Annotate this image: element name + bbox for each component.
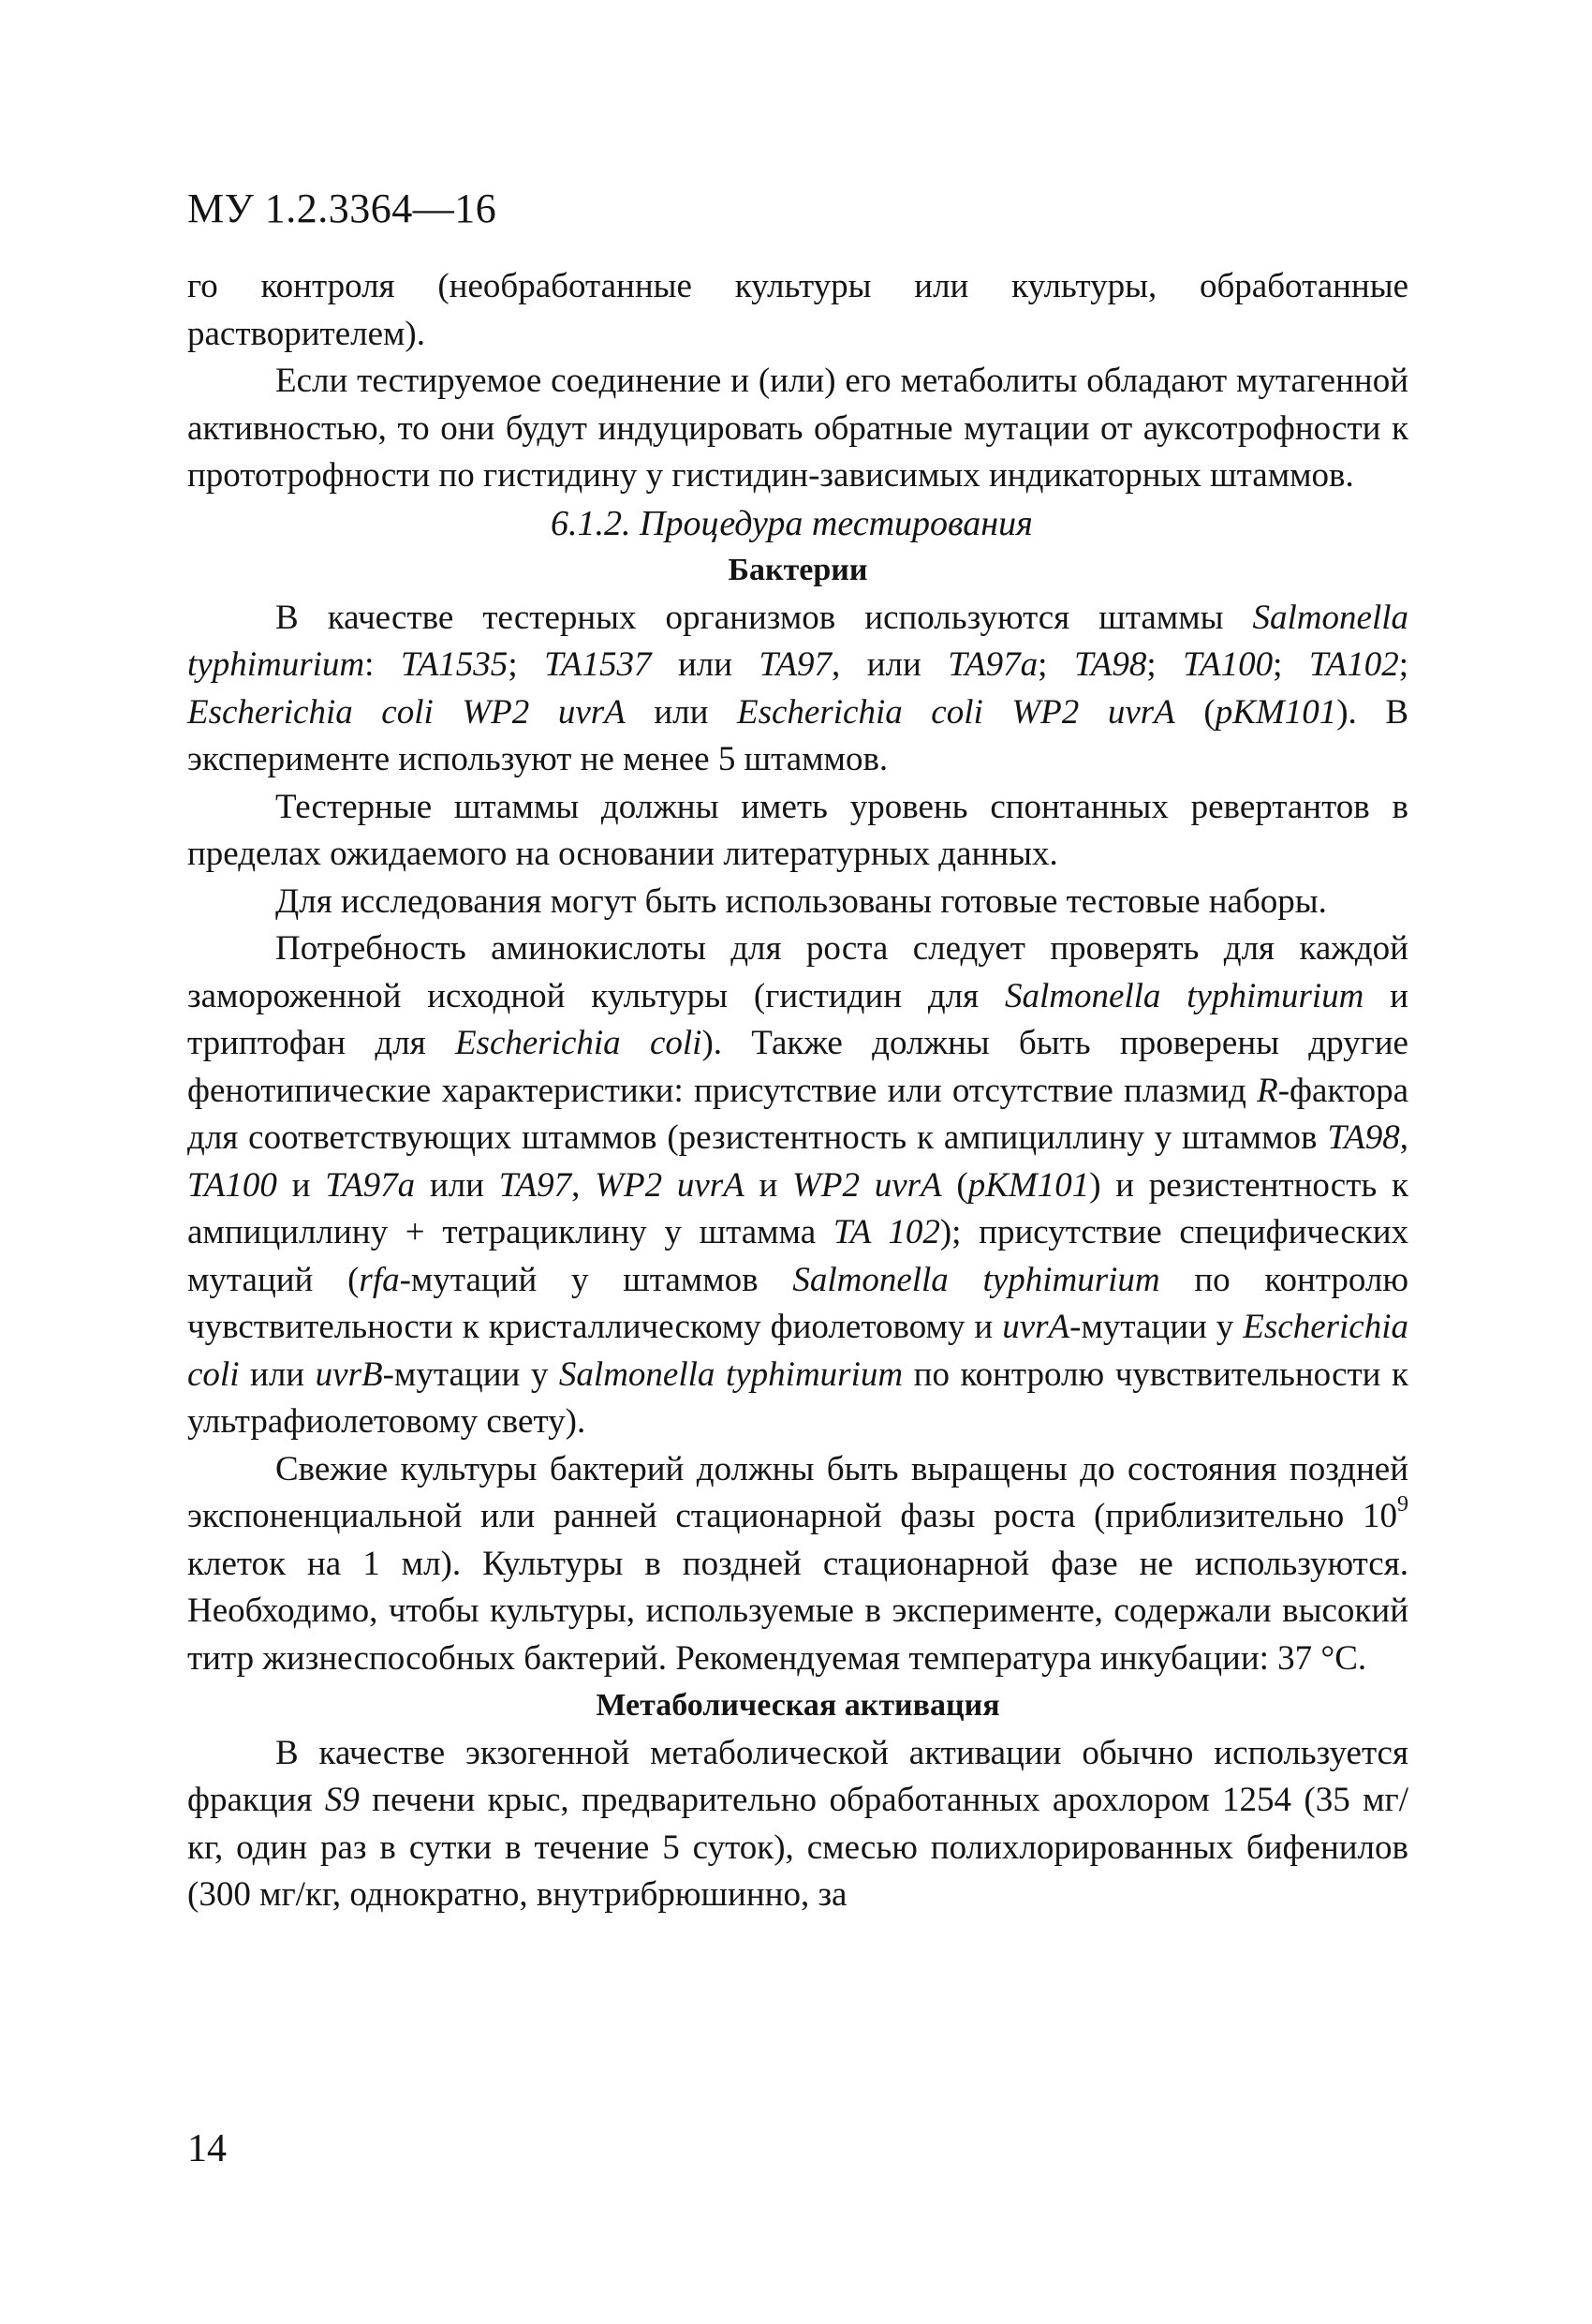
text-run: ;	[1146, 645, 1184, 684]
italic-term: TA1535	[400, 645, 509, 684]
text-run: ;	[1398, 645, 1409, 684]
text-run: или	[625, 692, 737, 732]
text-run: ;	[1038, 645, 1074, 684]
italic-term: pKM101	[967, 1165, 1090, 1205]
italic-term: Escherichia coli WP2 uvrA	[187, 692, 626, 732]
paragraph-test-kits: Для исследования могут быть использованы готовые тестовые наборы.	[275, 881, 1327, 921]
italic-term: TA 102	[833, 1213, 940, 1251]
italic-term: TA102	[1308, 645, 1399, 684]
text-run: печени крыс, предварительно обработанных арохлором 1254 (35 мг/кг, один раз в сутки в течение 5 суток), смесью полихлорированных бифенилов (300 мг/кг, однократно, внутрибрюшинно, за	[187, 1781, 1408, 1914]
italic-term: Salmonella typhimurium	[558, 1354, 904, 1394]
italic-term: S9	[324, 1781, 360, 1819]
italic-term: TA1537	[544, 645, 652, 684]
text-run: В качестве тестерных организмов используются штаммы	[275, 598, 1253, 637]
text-run: , или	[831, 645, 949, 684]
paragraph-s9-fraction	[187, 1730, 1408, 1919]
italic-term: pKM101	[1215, 692, 1337, 732]
italic-term: TA98	[1073, 645, 1147, 684]
text-run: по контролю чувствительности к ультрафиолетовому свету).	[187, 1354, 1408, 1441]
italic-term: Salmonella typhimurium	[792, 1260, 1160, 1299]
paragraph-2: Если тестируемое соединение и (или) его метаболиты обладают мутагенной активностью, то они будут индуцировать обратные мутации от ауксотрофности к прототрофности по гистидину у гистидин-зависимых индикаторных штаммов.	[187, 362, 1408, 495]
italic-term: TA97	[498, 1165, 572, 1205]
italic-term: uvrA	[1002, 1308, 1070, 1346]
text-run: -мутации у	[1069, 1308, 1244, 1346]
text-run: или	[239, 1354, 316, 1394]
text-run: клеток на 1 мл). Культуры в поздней стационарной фазе не используются. Необходимо, чтобы культуры, используемые в эксперименте, содержали высокий титр жизнеспособных бактерий. Рекомендуемая температура инкубации: 37 °С.	[187, 1544, 1408, 1678]
text-run: ;	[508, 645, 545, 684]
italic-term: WP2 uvrA	[792, 1165, 942, 1205]
text-run: ,	[571, 1165, 596, 1205]
superscript-exponent: 9	[1397, 1492, 1408, 1517]
italic-term: TA100	[1183, 645, 1274, 684]
italic-term: Salmonella typhimurium	[187, 598, 1408, 684]
text-run: ;	[1273, 645, 1309, 684]
text-run: -мутации у	[382, 1354, 559, 1394]
text-run: по контролю чувствительности к кристаллическому фиолетовому и	[187, 1260, 1409, 1346]
text-run: и	[744, 1165, 793, 1205]
italic-term: Escherichia coli	[454, 1024, 702, 1062]
text-run: ); присутствие специфических мутаций (	[187, 1213, 1409, 1299]
italic-term: uvrB	[315, 1354, 383, 1394]
text-run: ). В эксперименте используют не менее 5 штаммов.	[187, 692, 1409, 778]
italic-term: Salmonella typhimurium	[1004, 976, 1364, 1015]
document-body	[187, 263, 1408, 1919]
text-run: -фактора для соответствующих штаммов (резистентность к ампициллину у штаммов	[187, 1071, 1408, 1157]
subheading-metabolic-activation: Метаболическая активация	[596, 1688, 1000, 1723]
italic-term: TA97a	[325, 1165, 416, 1205]
italic-term: rfa	[359, 1260, 400, 1299]
italic-term: WP2 uvrA	[595, 1165, 744, 1205]
paragraph-1: го контроля (необработанные культуры или культуры, обработанные растворителем).	[187, 267, 1408, 353]
italic-term: TA100	[187, 1165, 277, 1205]
text-run: ,	[1399, 1118, 1408, 1157]
paragraph-phenotype	[187, 925, 1408, 1446]
text-run: ) и резистентность к ампициллину + тетрациклину у штамма	[187, 1165, 1408, 1251]
italic-term: TA97	[759, 645, 832, 684]
subheading-bacteria: Бактерии	[728, 553, 868, 587]
paragraph-revertants: Тестерные штаммы должны иметь уровень спонтанных ревертантов в пределах ожидаемого на основании литературных данных.	[187, 787, 1408, 873]
section-heading: 6.1.2. Процедура тестирования	[551, 503, 1033, 543]
paragraph-cultures	[187, 1446, 1408, 1683]
text-run: (	[1174, 692, 1216, 732]
paragraph-strains	[187, 595, 1408, 784]
text-run: (	[941, 1165, 968, 1205]
text-run: Свежие культуры бактерий должны быть выращены до состояния поздней экспоненциальной или ранней стационарной фазы роста (приблизительно 10	[187, 1449, 1408, 1535]
document-code: МУ 1.2.3364—16	[187, 185, 497, 231]
text-run: В качестве экзогенной метаболической активации обычно используется фракция	[187, 1733, 1408, 1819]
italic-term: R	[1257, 1071, 1278, 1110]
italic-term: Escherichia coli WP2 uvrA	[737, 692, 1175, 732]
italic-term: Escherichia coli	[187, 1308, 1408, 1394]
page-number: 14	[187, 2127, 227, 2170]
text-run: :	[364, 645, 401, 684]
italic-term: TA97a	[948, 645, 1039, 684]
text-run: или	[651, 645, 759, 684]
text-run: и	[276, 1165, 326, 1205]
text-run: -мутаций у штаммов	[399, 1260, 793, 1299]
text-run: ). Также должны быть проверены другие фенотипические характеристики: присутствие или отсутствие плазмид	[187, 1024, 1408, 1110]
italic-term: TA98	[1327, 1118, 1400, 1157]
text-run: и триптофан для	[187, 976, 1408, 1062]
text-run: Потребность аминокислоты для роста следует проверять для каждой замороженной исходной культуры (гистидин для	[187, 929, 1408, 1015]
text-run: или	[415, 1165, 499, 1205]
